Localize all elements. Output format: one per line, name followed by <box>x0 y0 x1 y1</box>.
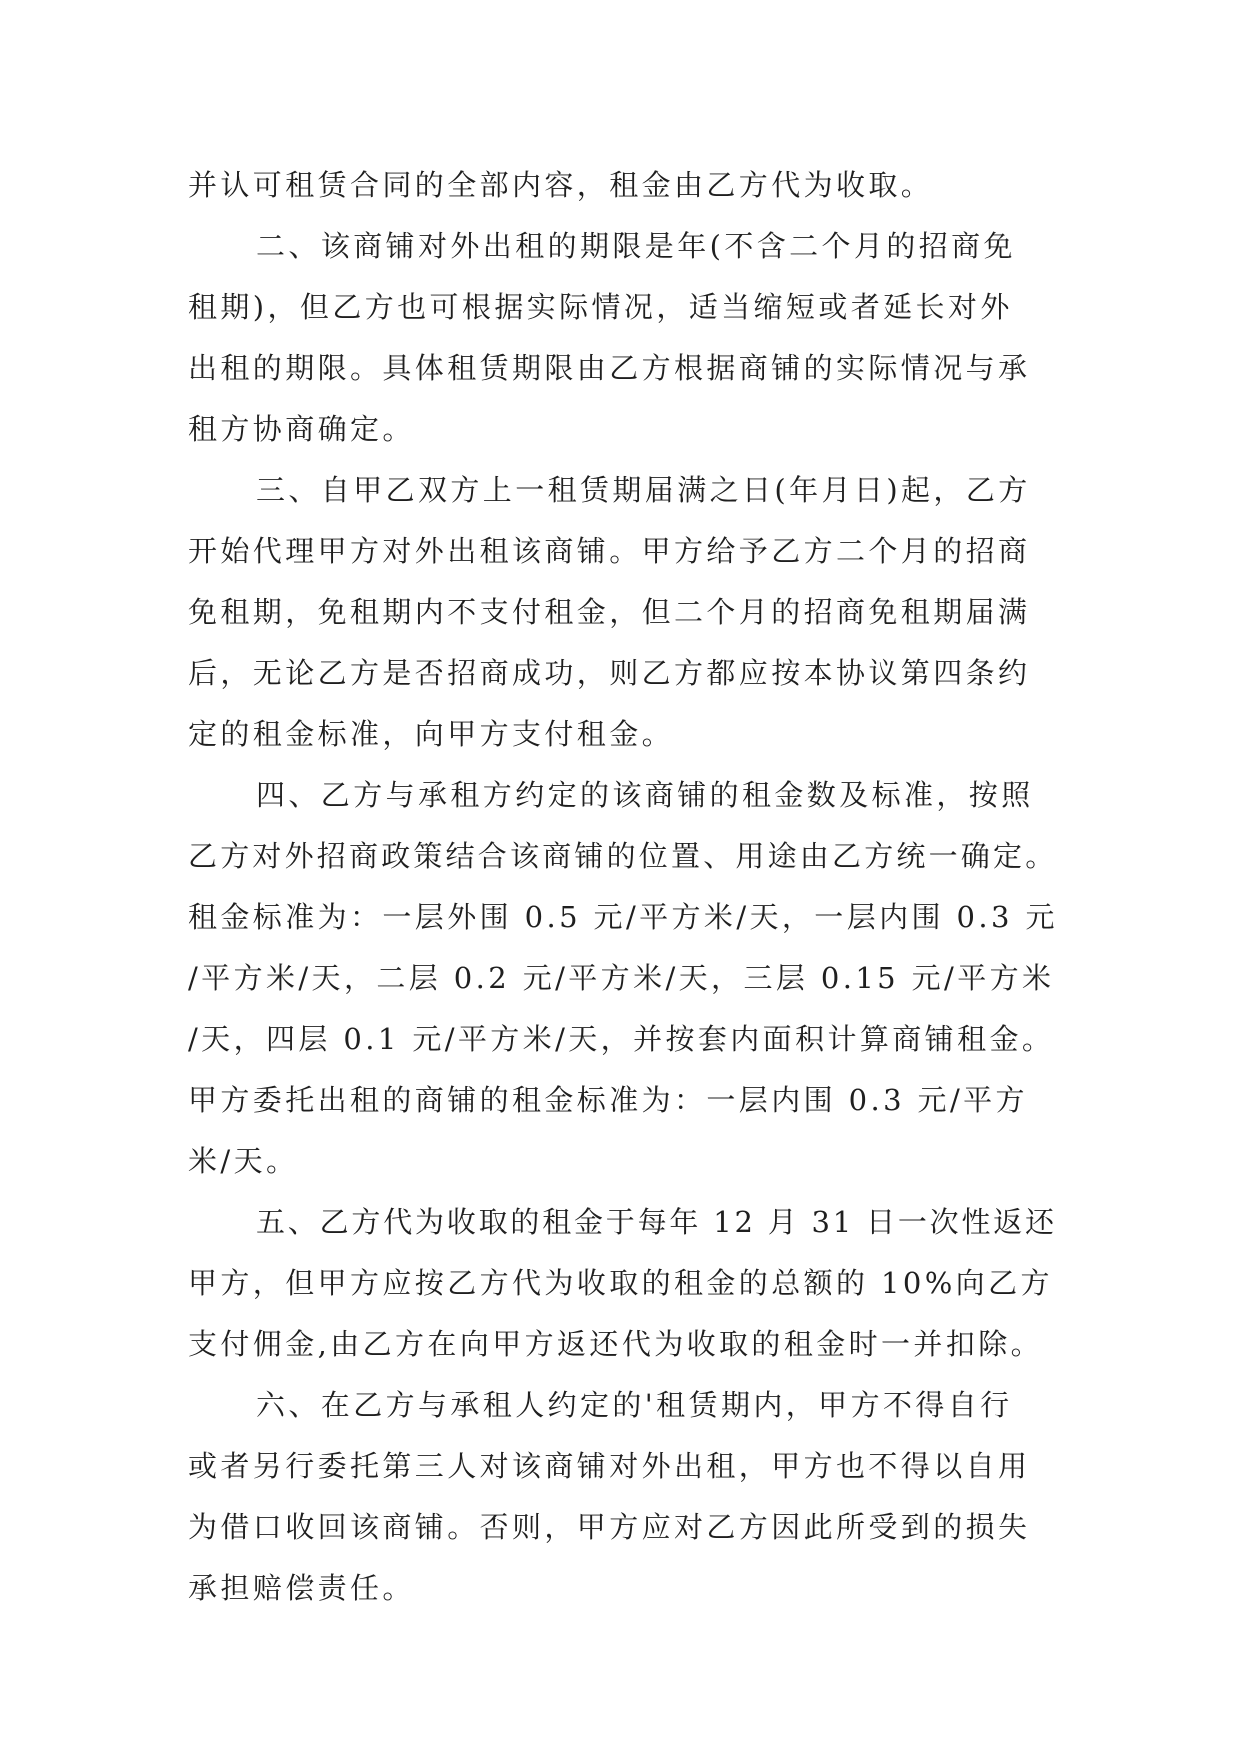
text-line: 五、乙方代为收取的租金于每年 12 月 31 日一次性返还 <box>256 1205 1057 1239</box>
text-line: 免租期，免租期内不支付租金，但二个月的招商免租期届满 <box>188 595 1031 629</box>
text-line: 或者另行委托第三人对该商铺对外出租，甲方也不得以自用 <box>188 1449 1031 1483</box>
text-line: 乙方对外招商政策结合该商铺的位置、用途由乙方统一确定。 <box>188 839 1058 873</box>
text-line: 三、自甲乙双方上一租赁期届满之日(年月日)起，乙方 <box>256 473 1031 507</box>
text-line: 出租的期限。具体租赁期限由乙方根据商铺的实际情况与承 <box>188 351 1031 385</box>
text-line: 二、该商铺对外出租的期限是年(不含二个月的招商免 <box>256 229 1016 263</box>
text-line: 后，无论乙方是否招商成功，则乙方都应按本协议第四条约 <box>188 656 1031 690</box>
text-line: 租方协商确定。 <box>188 412 415 446</box>
text-line: 并认可租赁合同的全部内容，租金由乙方代为收取。 <box>188 168 934 202</box>
text-line: 租期)，但乙方也可根据实际情况，适当缩短或者延长对外 <box>188 290 1013 324</box>
text-line: 四、乙方与承租方约定的该商铺的租金数及标准，按照 <box>256 778 1034 812</box>
text-line: 六、在乙方与承租人约定的'租赁期内，甲方不得自行 <box>256 1388 1013 1422</box>
text-line: 承担赔偿责任。 <box>188 1571 415 1605</box>
text-line: 定的租金标准，向甲方支付租金。 <box>188 717 675 751</box>
text-line: 租金标准为：一层外围 0.5 元/平方米/天，一层内围 0.3 元 <box>188 900 1058 934</box>
text-line: /平方米/天，二层 0.2 元/平方米/天，三层 0.15 元/平方米 <box>188 961 1055 995</box>
text-line: 开始代理甲方对外出租该商铺。甲方给予乙方二个月的招商 <box>188 534 1031 568</box>
text-line: 支付佣金,由乙方在向甲方返还代为收取的租金时一并扣除。 <box>188 1327 1044 1361</box>
text-line: /天，四层 0.1 元/平方米/天，并按套内面积计算商铺租金。 <box>188 1022 1055 1056</box>
text-line: 甲方委托出租的商铺的租金标准为：一层内围 0.3 元/平方 <box>188 1083 1028 1117</box>
text-line: 甲方，但甲方应按乙方代为收取的租金的总额的 10%向乙方 <box>188 1266 1053 1300</box>
text-line: 米/天。 <box>188 1144 299 1178</box>
text-line: 为借口收回该商铺。否则，甲方应对乙方因此所受到的损失 <box>188 1510 1031 1544</box>
